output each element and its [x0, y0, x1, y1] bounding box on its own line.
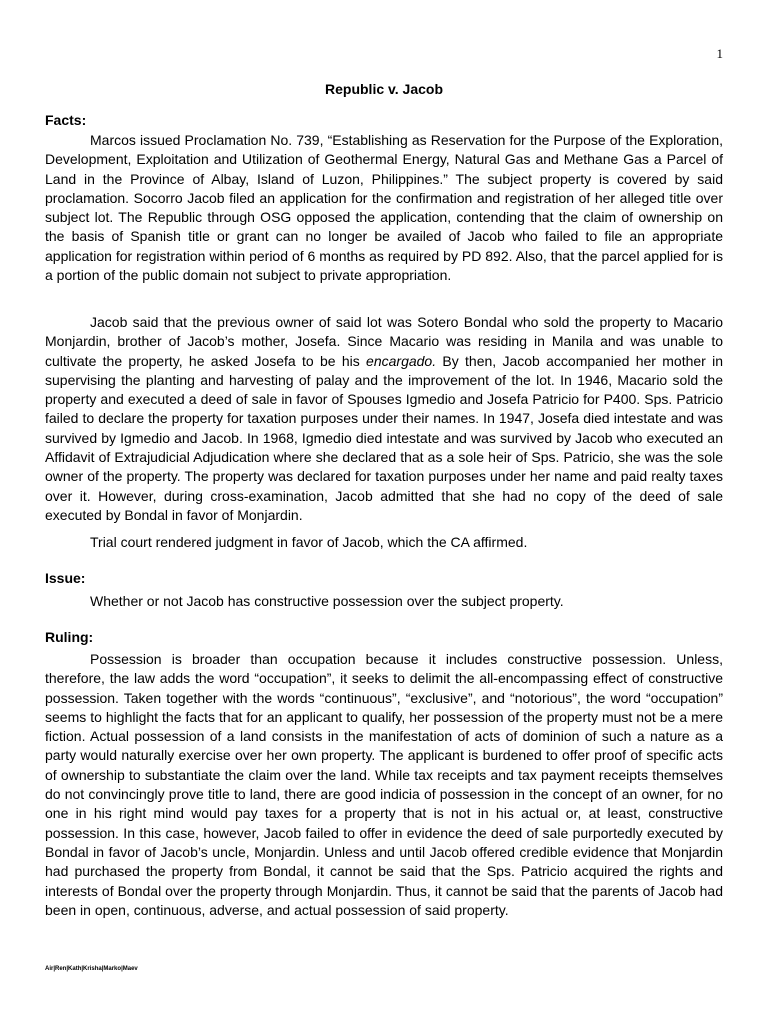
facts-paragraph-2-text-a: Jacob said that the previous owner of said lot was Sotero Bondal who sold the property to Macario Monjardin, brother of Jacob’s mother, Josefa. Since Macario was residing in Manila and was unable to cultivate the property, he asked Josefa to be his — [45, 314, 723, 369]
facts-paragraph-1: Marcos issued Proclamation No. 739, “Establishing as Reservation for the Purpose of the Exploration, Development, Exploitation and Utilization of Geothermal Energy, Natural Gas and Methane Gas a Parcel of Land in the Province of Albay, Island of Luzon, Philippines.” The subject property is covered by said proclamation. Socorro Jacob filed an application for the confirmation and registration of her alleged title over subject lot. The Republic through OSG opposed the application, contending that the claim of ownership on the basis of Spanish title or grant can no longer be availed of Jacob who failed to file an appropriate application for registration within period of 6 months as required by PD 892. Also, that the parcel applied for is a portion of the public domain not subject to private appropriation. — [45, 132, 723, 284]
facts-paragraph-2 — [45, 313, 723, 525]
document-page — [45, 0, 723, 1024]
ruling-heading: Ruling: — [45, 629, 94, 645]
case-title: Republic v. Jacob — [325, 81, 443, 97]
facts-paragraph-3: Trial court rendered judgment in favor of Jacob, which the CA affirmed. — [90, 534, 528, 550]
ruling-paragraph: Possession is broader than occupation because it includes constructive possession. Unless, therefore, the law adds the word “occupation”, it seeks to delimit the all-encompassing effect of constructive possession. Taken together with the words “continuous”, “exclusive”, and “notorious”, the word “occupation” seems to highlight the facts that for an applicant to qualify, her possession of the property must not be a mere fiction. Actual possession of a land consists in the manifestation of acts of dominion of such a nature as a party would naturally exercise over her own property. The applicant is burdened to offer proof of specific acts of ownership to substantiate the claim over the land. While tax receipts and tax payment receipts themselves do not convincingly prove title to land, there are good indicia of possession in the concept of an owner, for no one in his right mind would pay taxes for a property that is not in his actual or, at least, constructive possession. In this case, however, Jacob failed to offer in evidence the deed of sale purportedly executed by Bondal in favor of Jacob’s uncle, Monjardin. Unless and until Jacob offered credible evidence that Monjardin had purchased the property from Bondal, it cannot be said that the Sps. Patricio acquired the rights and interests of Bondal over the property through Monjardin. Thus, it cannot be said that the parents of Jacob had been in open, continuous, adverse, and actual possession of said property. — [45, 651, 723, 918]
issue-text: Whether or not Jacob has constructive possession over the subject property. — [90, 593, 564, 609]
page-number: 1 — [716, 46, 723, 61]
facts-paragraph-2-text-b: By then, Jacob accompanied her mother in supervising the planting and harvesting of palay and the improvement of the lot. In 1946, Macario sold the property and executed a deed of sale in favor of Spouses Igmedio and Josefa Patricio for P400. Sps. Patricio failed to declare the property for taxation purposes under their names. In 1947, Josefa died intestate and was survived by Igmedio and Jacob. In 1968, Igmedio died intestate and was survived by Jacob who executed an Affidavit of Extrajudicial Adjudication where she declared that as a sole heir of Sps. Patricio, she was the sole owner of the property. The property was declared for taxation purposes under her name and paid realty taxes over it. However, during cross-examination, Jacob admitted that she had no copy of the deed of sale executed by Bondal in favor of Monjardin. — [45, 352, 724, 523]
footer-authors: Air|Ren|Kath|Krisha|Marko|Maev — [45, 966, 138, 972]
encargado-term: encargado. — [366, 352, 437, 369]
facts-heading: Facts: — [45, 112, 87, 128]
issue-heading: Issue: — [45, 570, 86, 586]
